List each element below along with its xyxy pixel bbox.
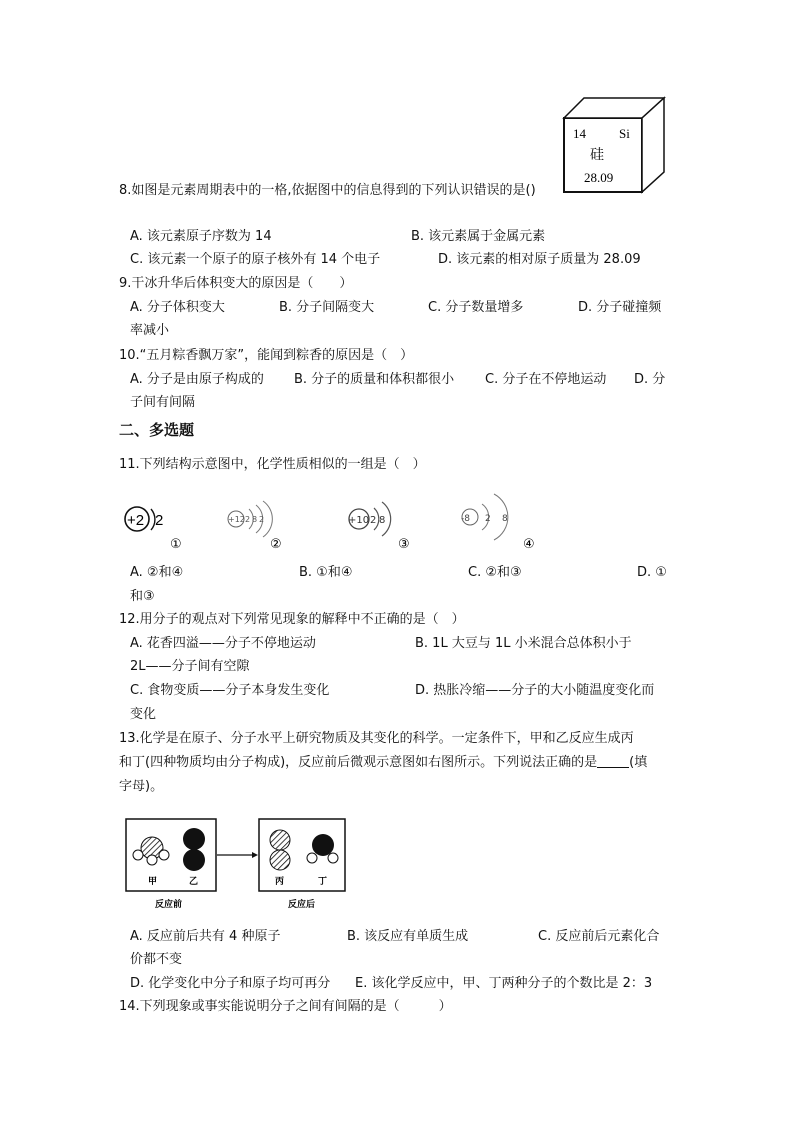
atom-3-shell-1: 2 [370, 515, 377, 526]
atom-2-shell-1: 2 [245, 515, 251, 524]
atom-diagram-3 [348, 502, 410, 552]
atom-diagram-4 [461, 494, 535, 552]
q10-option-d[interactable]: D. 分 [634, 372, 666, 387]
q9-option-b[interactable]: B. 分子间隔变大 [279, 300, 375, 315]
atom-3-shell-2: 8 [379, 515, 386, 526]
q10-stem: 10.“五月粽香飘万家”，能闻到粽香的原因是（ ） [119, 348, 414, 363]
q12-option-c[interactable]: C. 食物变质——分子本身发生变化 [130, 683, 330, 698]
q12-option-b[interactable]: B. 1L 大豆与 1L 小米混合总体积小于 [415, 636, 632, 651]
q8-option-b[interactable]: B. 该元素属于金属元素 [411, 229, 546, 244]
q13-option-a[interactable]: A. 反应前后共有 4 种原子 [130, 929, 281, 944]
q13-answer-blank[interactable] [597, 755, 629, 768]
q8-stem: 8.如图是元素周期表中的一格,依据图中的信息得到的下列认识错误的是() [119, 183, 536, 198]
q12-option-a[interactable]: A. 花香四溢——分子不停地运动 [130, 636, 316, 651]
q8-option-a[interactable]: A. 该元素原子序数为 14 [130, 229, 272, 244]
atom-4-nucleus: -8 [461, 514, 470, 524]
atom-4-shell-2: 8 [502, 514, 508, 524]
q12-option-d-continued: 变化 [130, 707, 157, 722]
caption-before-reaction: 反应前 [155, 900, 183, 910]
q14-stem: 14.下列现象或事实能说明分子之间有间隔的是（ ） [119, 999, 452, 1014]
atom-3-mark: ③ [398, 537, 410, 552]
atom-4-mark: ④ [523, 537, 535, 552]
q9-stem: 9.干冰升华后体积变大的原因是（ ） [119, 276, 353, 291]
reaction-micro-diagram [125, 818, 350, 913]
q13-stem-line-2 [119, 755, 647, 771]
atom-2-nucleus: +12 [228, 515, 245, 524]
q10-option-a[interactable]: A. 分子是由原子构成的 [130, 372, 264, 387]
q13-option-c[interactable]: C. 反应前后元素化合 [538, 929, 660, 944]
q11-option-a[interactable]: A. ②和④ [130, 565, 184, 580]
q12-option-b-continued: 2L——分子间有空隙 [130, 659, 250, 674]
atom-2-shell-2: 8 [252, 515, 258, 524]
q13-stem-line-2-suffix: (填 [629, 755, 648, 770]
q12-stem: 12.用分子的观点对下列常见现象的解释中不正确的是（ ） [119, 612, 465, 627]
label-jia: 甲 [148, 877, 158, 887]
q13-option-d[interactable]: D. 化学变化中分子和原子均可再分 [130, 976, 331, 991]
q9-option-a[interactable]: A. 分子体积变大 [130, 300, 225, 315]
q13-stem-line-2-text: 和丁(四种物质均由分子构成)，反应前后微观示意图如右图所示。下列说法正确的是 [119, 755, 598, 770]
atom-diagram-1 [125, 507, 182, 552]
q11-option-b[interactable]: B. ①和④ [299, 565, 353, 580]
atom-1-mark: ① [170, 537, 182, 552]
q13-stem-line-3: 字母)。 [119, 779, 164, 794]
silicon-element-tile [560, 96, 670, 198]
q10-option-d-continued: 子间有间隔 [130, 395, 196, 410]
tile-symbol: Si [619, 126, 630, 141]
q8-option-d[interactable]: D. 该元素的相对原子质量为 28.09 [438, 252, 641, 267]
q9-option-d[interactable]: D. 分子碰撞频 [578, 300, 662, 315]
q11-option-c[interactable]: C. ②和③ [468, 565, 522, 580]
q13-stem-line-1: 13.化学是在原子、分子水平上研究物质及其变化的科学。一定条件下，甲和乙反应生成丙 [119, 731, 634, 746]
q10-option-b[interactable]: B. 分子的质量和体积都很小 [294, 372, 455, 387]
atom-1-nucleus: +2 [127, 512, 145, 529]
atom-structure-diagrams [118, 484, 558, 554]
atom-diagram-2 [228, 501, 282, 552]
q13-option-b[interactable]: B. 该反应有单质生成 [347, 929, 469, 944]
q11-option-d[interactable]: D. ① [637, 565, 667, 580]
q11-option-d-continued: 和③ [130, 589, 155, 604]
q11-stem: 11.下列结构示意图中，化学性质相似的一组是（ ） [119, 457, 426, 472]
atom-2-shell-3: 2 [259, 515, 265, 524]
tile-atomic-mass: 28.09 [584, 170, 614, 185]
q10-option-c[interactable]: C. 分子在不停地运动 [485, 372, 607, 387]
atom-1-shell-1: 2 [155, 512, 164, 529]
q9-option-c[interactable]: C. 分子数量增多 [428, 300, 524, 315]
q13-option-e[interactable]: E. 该化学反应中，甲、丁两种分子的个数比是 2：3 [355, 976, 653, 991]
q12-option-d[interactable]: D. 热胀冷缩——分子的大小随温度变化而 [415, 683, 655, 698]
section-heading-multiple-choice: 二、多选题 [119, 421, 195, 439]
caption-after-reaction: 反应后 [288, 900, 316, 910]
atom-4-shell-1: 2 [485, 514, 491, 524]
q9-option-d-continued: 率减小 [130, 323, 170, 338]
atom-2-mark: ② [270, 537, 282, 552]
tile-atomic-number: 14 [573, 126, 586, 141]
q8-option-c[interactable]: C. 该元素一个原子的原子核外有 14 个电子 [130, 252, 381, 267]
atom-3-nucleus: +10 [348, 515, 370, 526]
tile-element-name: 硅 [590, 147, 604, 163]
q13-option-c-continued: 价都不变 [130, 952, 183, 967]
label-yi: 乙 [189, 877, 199, 887]
label-ding: 丁 [318, 877, 328, 887]
label-bing: 丙 [275, 877, 285, 887]
